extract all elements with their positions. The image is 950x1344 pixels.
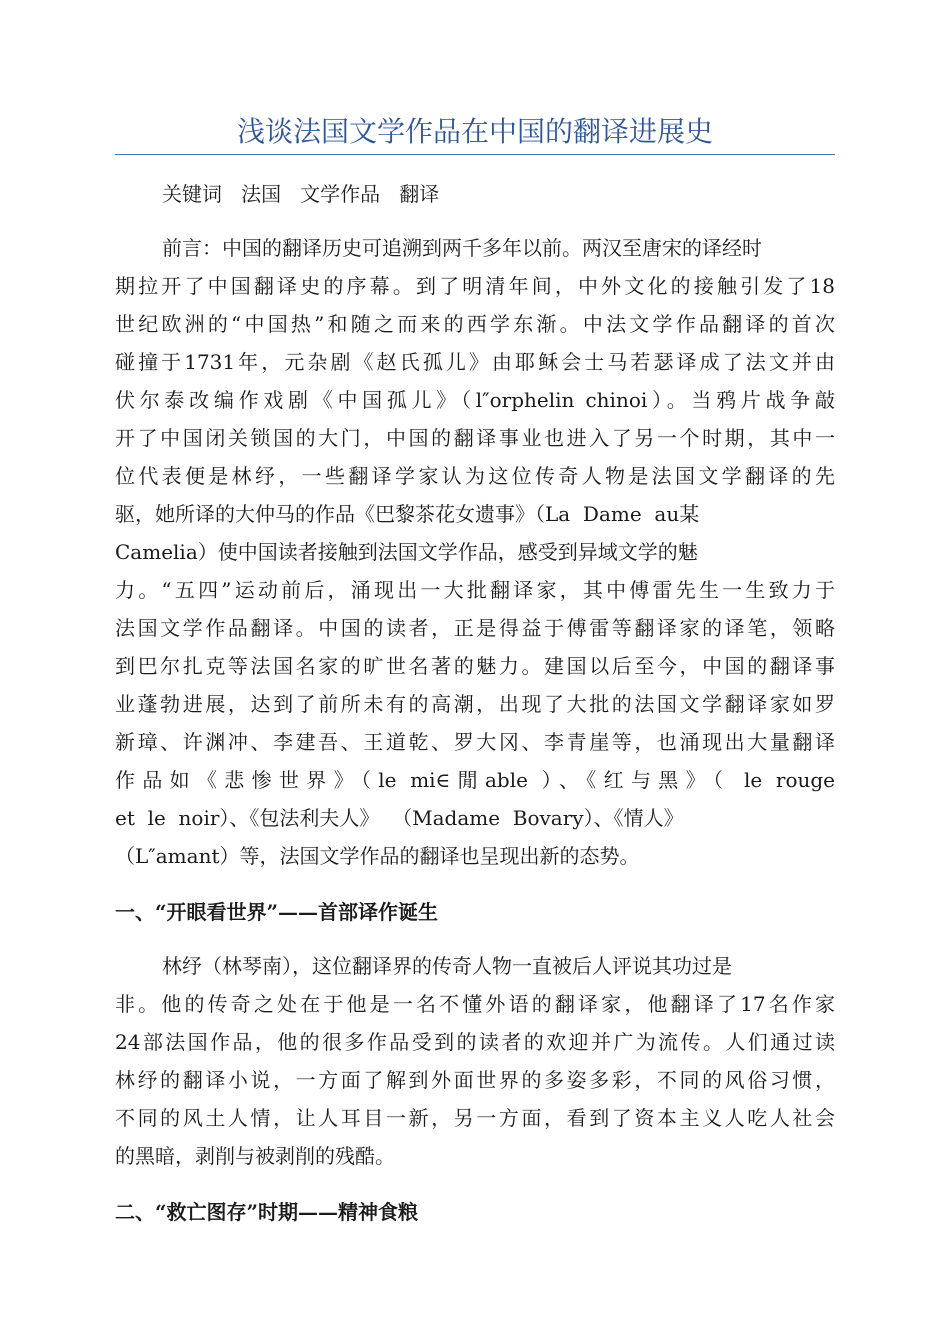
preface-line: 力。“五四”运动前后，涌现出一大批翻译家，其中傅雷先生一生致力于: [115, 578, 835, 602]
section-heading-1: 一、“开眼看世界”——首部译作诞生: [115, 900, 439, 924]
preface-line: 碰撞于1731年，元杂剧《赵氏孤儿》由耶稣会士马若瑟译成了法文并由: [115, 350, 835, 374]
preface-line: 伏尔泰改编作戏剧《中国孤儿》（l″orphelin chinoi）。当鸦片战争敲: [115, 388, 835, 412]
preface-line: 新璋、许渊冲、李建吾、王道乾、罗大冈、李青崖等，也涌现出大量翻译: [115, 730, 835, 754]
section1-line: 林纾的翻译小说，一方面了解到外面世界的多姿多彩，不同的风俗习惯，: [115, 1068, 835, 1092]
preface-line: 开了中国闭关锁国的大门，中国的翻译事业也进入了另一个时期，其中一: [115, 426, 835, 450]
preface-line: 作品如《悲惨世界》（le mi∈閒able ）、《红与黑》（ le rouge: [115, 768, 835, 792]
document-title: 浅谈法国文学作品在中国的翻译进展史: [236, 115, 713, 148]
section1-line: 的黑暗，剥削与被剥削的残酷。: [115, 1144, 395, 1168]
preface-line: 世纪欧洲的“中国热”和随之而来的西学东渐。中法文学作品翻译的首次: [115, 312, 835, 336]
section1-line: 林纾（林琴南），这位翻译界的传奇人物一直被后人评说其功过是: [162, 954, 732, 978]
preface-line: Camelia）使中国读者接触到法国文学作品，感受到异域文学的魅: [115, 540, 698, 564]
section-heading-2: 二、“救亡图存”时期——精神食粮: [115, 1200, 419, 1224]
preface-line: 期拉开了中国翻译史的序幕。到了明清年间，中外文化的接触引发了18: [115, 274, 835, 298]
keywords-line: 关键词 法国 文学作品 翻译: [162, 182, 440, 206]
section1-line: 24部法国作品，他的很多作品受到的读者的欢迎并广为流传。人们通过读: [115, 1030, 835, 1054]
preface-line: （L″amant）等，法国文学作品的翻译也呈现出新的态势。: [115, 844, 640, 868]
preface-line: 法国文学作品翻译。中国的读者，正是得益于傅雷等翻译家的译笔，领略: [115, 616, 835, 640]
preface-line: 位代表便是林纾，一些翻译学家认为这位传奇人物是法国文学翻译的先: [115, 464, 835, 488]
preface-line: et le noir）、《包法利夫人》 （Madame Bovary）、《情人》: [115, 806, 684, 830]
section1-line: 非。他的传奇之处在于他是一名不懂外语的翻译家，他翻译了17名作家: [115, 992, 835, 1016]
title-underline: [115, 154, 835, 155]
preface-line: 到巴尔扎克等法国名家的旷世名著的魅力。建国以后至今，中国的翻译事: [115, 654, 835, 678]
preface-line: 前言：中国的翻译历史可追溯到两千多年以前。两汉至唐宋的译经时: [162, 236, 762, 260]
preface-line: 驱，她所译的大仲马的作品《巴黎茶花女遗事》（La Dame au某: [115, 502, 700, 526]
section1-line: 不同的风土人情，让人耳目一新，另一方面，看到了资本主义人吃人社会: [115, 1106, 835, 1130]
preface-line: 业蓬勃进展，达到了前所未有的高潮，出现了大批的法国文学翻译家如罗: [115, 692, 835, 716]
